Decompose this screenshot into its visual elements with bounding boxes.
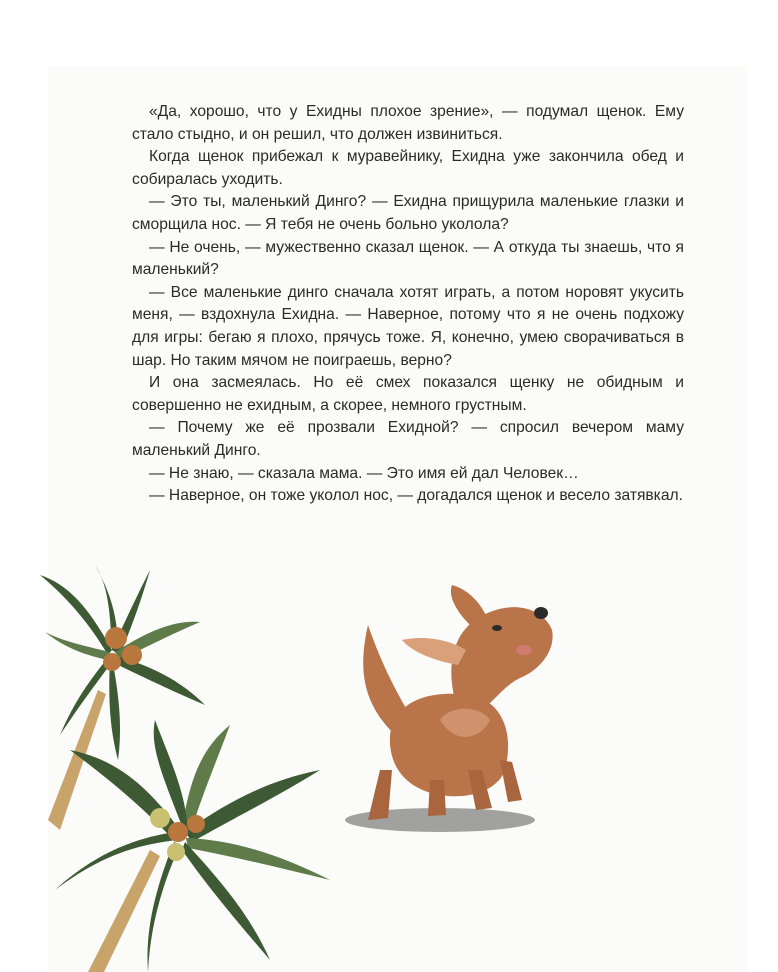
paragraph-4: — Не очень, — мужественно сказал щенок. — А откуда ты знаешь, что я маленький? bbox=[132, 238, 684, 279]
coconut bbox=[167, 843, 185, 861]
paragraph-3: — Это ты, маленький Динго? — Ехидна прищурила маленькие глазки и сморщила нос. — Я тебя не очень больно уколола? bbox=[132, 193, 684, 233]
paragraph-6: И она засмеялась. Но её смех показался щенку не обидным и совершенно не ехидным, а скорее, немного грустным. bbox=[132, 374, 684, 414]
coconut bbox=[168, 822, 188, 842]
palm-trees-illustration bbox=[40, 565, 330, 972]
palm-fronds-lower bbox=[55, 720, 330, 972]
dingo-eye bbox=[492, 625, 502, 631]
dingo-leg bbox=[500, 760, 522, 802]
coconut bbox=[187, 815, 205, 833]
dingo-leg bbox=[368, 770, 392, 820]
dingo-cheek bbox=[516, 645, 532, 655]
dingo-ear bbox=[451, 585, 488, 625]
paragraph-1: «Да, хорошо, что у Ехидны плохое зрение», — подумал щенок. Ему стало стыдно, и он решил, что должен извиниться. bbox=[132, 103, 684, 143]
dingo-ear bbox=[402, 638, 466, 665]
paragraph-8: — Не знаю, — сказала мама. — Это имя ей дал Человек… bbox=[149, 464, 579, 482]
dingo-body bbox=[390, 694, 508, 796]
coconut bbox=[150, 808, 170, 828]
coconut bbox=[103, 653, 121, 671]
paragraph-9: — Наверное, он тоже уколол нос, — догадался щенок и весело затявкал. bbox=[149, 487, 683, 505]
paragraph-5: — Все маленькие динго сначала хотят играть, а потом норовят укусить меня, — вздохнула Ехидна. — Наверное, потому что я не очень подхожу для игры: бегаю я плохо, прячусь тоже. Я, конечно, умею сворачиваться в шар. Но таким мячом не поиграешь, верно? bbox=[132, 283, 684, 369]
coconut bbox=[122, 645, 142, 665]
paragraph-7: — Почему же её прозвали Ехидной? — спросил вечером маму маленький Динго. bbox=[132, 419, 684, 459]
dingo-head bbox=[451, 607, 552, 712]
coconut bbox=[105, 627, 127, 649]
dingo-leg bbox=[428, 780, 446, 816]
palm-fronds-upper bbox=[40, 565, 205, 760]
paragraph-2: Когда щенок прибежал к муравейнику, Ехидна уже закончила обед и собиралась уходить. bbox=[132, 148, 684, 188]
dingo-nose bbox=[534, 607, 548, 619]
dingo-puppy-illustration bbox=[345, 585, 553, 832]
